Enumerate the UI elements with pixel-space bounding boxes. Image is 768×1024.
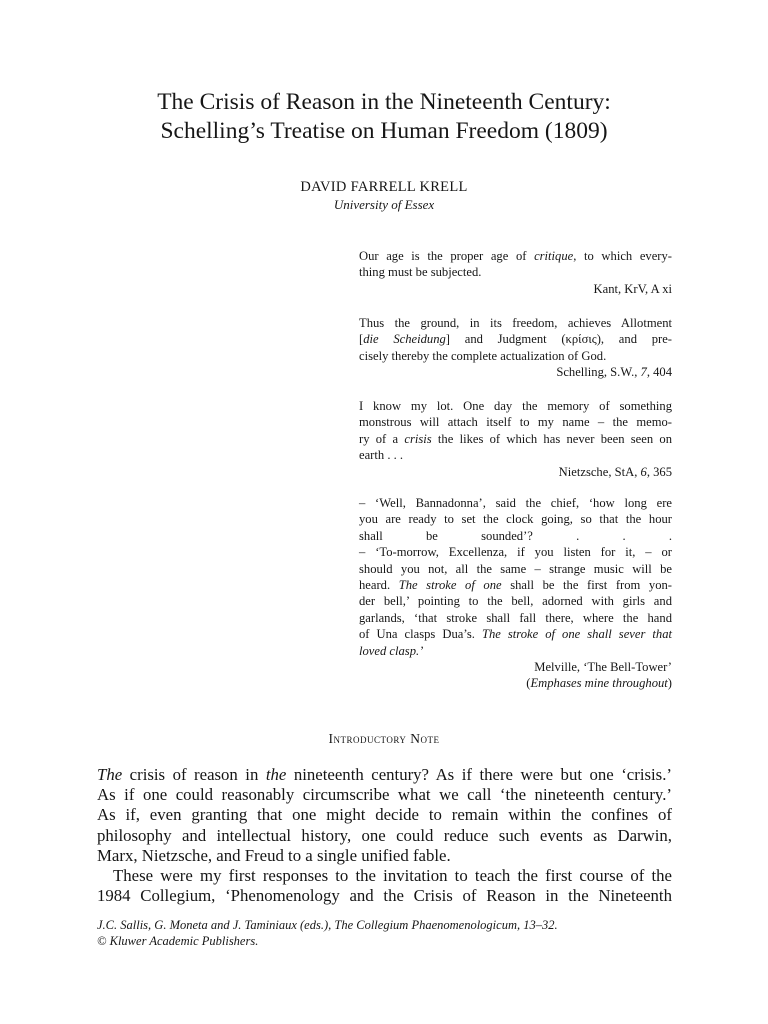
epigraph-line: garlands, ‘that stroke shall fall there, where the hand (359, 610, 672, 625)
epigraph-line: thing must be subjected. (359, 265, 482, 280)
epigraph-schelling (359, 315, 672, 381)
epigraph-source: Nietzsche, StA, 6, 365 (558, 464, 672, 479)
epigraph-source: Kant, KrV, A xi (593, 281, 672, 296)
epigraph-line: [die Scheidung] and Judgment (κρίσις), and pre- (359, 332, 672, 347)
italic-text: 6 (640, 464, 647, 479)
epigraph-quote (359, 398, 672, 464)
epigraph-line: Our age is the proper age of critique, to which every- (359, 249, 672, 263)
body-line: As if one could reasonably circumscribe what we call ‘the nineteenth century.’ (97, 785, 672, 805)
body-line: Marx, Nietzsche, and Freud to a single unified fable. (97, 845, 451, 865)
epigraph-kant (359, 248, 672, 297)
epigraph-line: Thus the ground, in its freedom, achieves Allotment (359, 316, 672, 330)
italic-text: Emphases mine throughout (530, 676, 668, 691)
epigraph-quote (359, 315, 672, 364)
epigraph-line: monstrous will attach itself to my name – the memo- (359, 415, 672, 430)
epigraph-source: Melville, ‘The Bell-Tower’ (534, 660, 672, 675)
epigraph-line (359, 643, 672, 659)
epigraph-line: – ‘Well, Bannadonna’, said the chief, ‘how long ere (359, 496, 672, 510)
page-title (0, 88, 768, 146)
epigraph-line: shall be sounded’? . . . (359, 528, 672, 543)
body-text (97, 765, 672, 906)
epigraph-nietzsche (359, 398, 672, 480)
epigraph-quote (359, 495, 672, 659)
epigraph-line: – ‘To-morrow, Excellenza, if you listen for it, – or (359, 545, 672, 560)
body-line: 1984 Collegium, ‘Phenomenology and the Crisis of Reason in the Nineteenth (97, 886, 672, 906)
epigraph-line: heard. The stroke of one shall be the first from yon- (359, 578, 673, 593)
epigraph-line: cisely thereby the complete actualization of God. (359, 348, 607, 363)
epigraph-line: ry of a crisis the likes of which has never been seen on (359, 431, 672, 446)
author-name: DAVID FARRELL KRELL (300, 179, 468, 195)
epigraph-line: I know my lot. One day the memory of something (359, 399, 672, 413)
italic-text: The stroke of one shall sever that (481, 627, 672, 642)
italic-text: The (97, 765, 123, 784)
body-line: philosophy and intellectual history, one could reduce such events as Darwin, (97, 825, 672, 845)
footnote-citation: J.C. Sallis, G. Moneta and J. Taminiaux (eds.), The Collegium Phaenomenologicum, 13–32. (97, 918, 558, 932)
epigraph-line: of Una clasps Dua’s. The stroke of one shall sever that (359, 627, 672, 642)
epigraph-melville (359, 495, 672, 692)
italic-text: the (265, 765, 287, 784)
italic-text: loved clasp.’ (359, 643, 424, 658)
footnote-copyright: © Kluwer Academic Publishers. (97, 934, 259, 948)
epigraph-source: Schelling, S.W., 7, 404 (556, 365, 672, 380)
affiliation-text: University of Essex (333, 197, 435, 212)
epigraph-line: you are ready to set the clock going, so that the hour (359, 512, 672, 527)
italic-text: critique (534, 249, 574, 263)
body-line: These were my first responses to the invitation to teach the first course of the (113, 866, 672, 886)
epigraph-source-note: (Emphases mine throughout) (526, 676, 672, 691)
italic-text: crisis (404, 431, 432, 446)
title-line-2: Schelling’s Treatise on Human Freedom (1809) (160, 118, 608, 144)
epigraph-line: earth . . . (359, 448, 404, 463)
epigraph-line: der bell,’ pointing to the bell, adorned with girls and (359, 594, 672, 609)
italic-text: 7 (640, 365, 647, 380)
author-affiliation (0, 197, 768, 213)
section-heading: Introductory Note (328, 731, 440, 746)
title-line-1: The Crisis of Reason in the Nineteenth Century: (157, 89, 611, 115)
body-line: The crisis of reason in the nineteenth century? As if there were but one ‘crisis.’ (97, 765, 672, 784)
epigraph-line: should you not, all the same – strange music will be (359, 561, 672, 576)
footnote (97, 917, 672, 949)
body-line: As if, even granting that one might decide to remain within the confines of (97, 805, 672, 825)
epigraph-quote (359, 248, 672, 281)
italic-text: die Scheidung (363, 332, 446, 347)
italic-text: The stroke of one (398, 578, 502, 593)
